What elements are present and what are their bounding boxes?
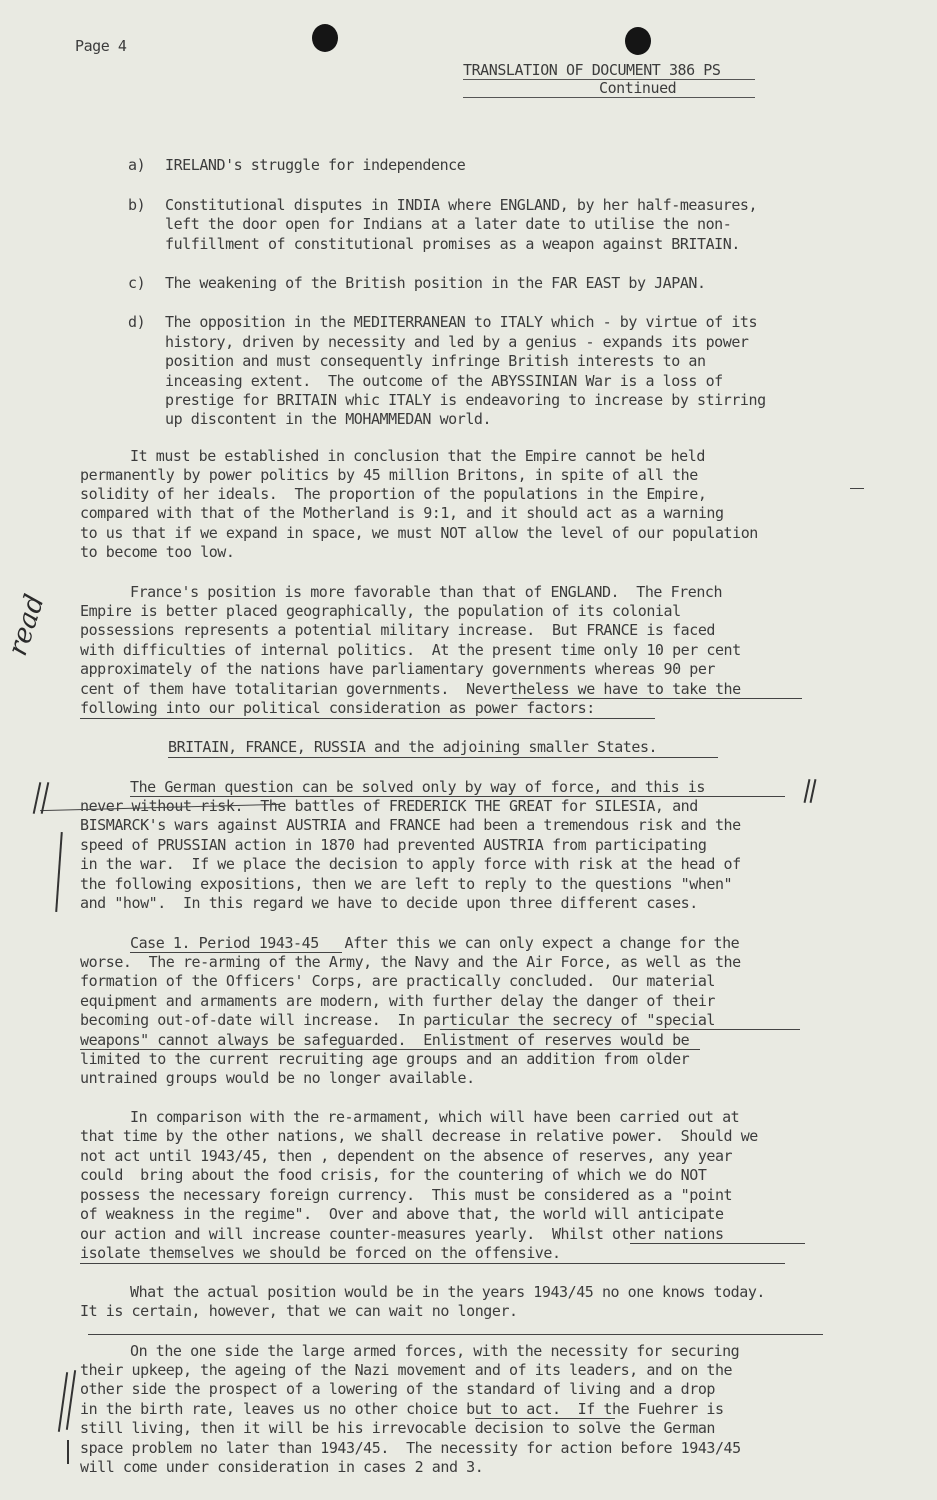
paragraph-line: compared with that of the Motherland is 9:1, and it should act as a warning — [80, 504, 724, 522]
list-letter: d) — [128, 313, 146, 331]
list-line: fulfillment of constitutional promises as a weapon against BRITAIN. — [165, 235, 740, 253]
paragraph-line: possess the necessary foreign currency. This must be considered as a "point — [80, 1186, 733, 1204]
paragraph-line: will come under consideration in cases 2 and 3. — [80, 1458, 484, 1476]
paragraph-line: with difficulties of internal politics. At the present time only 10 per cent — [80, 641, 741, 659]
list-line: IRELAND's struggle for independence — [165, 156, 466, 174]
list-line: The weakening of the British position in the FAR EAST by JAPAN. — [165, 274, 706, 292]
paragraph-line: following into our political consideration as power factors: — [80, 699, 595, 717]
paragraph-line: In comparison with the re-armament, which will have been carried out at — [130, 1108, 740, 1126]
paragraph-line: Empire is better placed geographically, the population of its colonial — [80, 602, 681, 620]
paragraph-line: not act until 1943/45, then , dependent on the absence of reserves, any year — [80, 1147, 733, 1165]
paragraph-line: On the one side the large armed forces, with the necessity for securing — [130, 1342, 740, 1360]
margin-bracket — [67, 1440, 69, 1464]
list-line: prestige for BRITAIN whic ITALY is endeavoring to increase by stirring — [165, 391, 766, 409]
pen-underline — [475, 1418, 615, 1419]
paragraph-line: to become too low. — [80, 543, 235, 561]
list-letter: b) — [128, 196, 146, 214]
handwritten-margin-note: read — [2, 590, 51, 660]
list-line: history, driven by necessity and led by a genius - expands its power — [165, 333, 749, 351]
pen-underline — [630, 1243, 805, 1244]
document-title: TRANSLATION OF DOCUMENT 386 PS — [463, 61, 721, 79]
pen-underline — [130, 796, 785, 797]
document-subtitle: Continued — [599, 79, 677, 97]
paragraph-line: It must be established in conclusion that the Empire cannot be held — [130, 447, 705, 465]
punch-hole-left — [312, 24, 338, 52]
margin-bracket — [55, 832, 62, 912]
pen-underline — [80, 718, 655, 719]
paragraph-line: to us that if we expand in space, we must NOT allow the level of our population — [80, 524, 758, 542]
paragraph-line: becoming out-of-date will increase. In particular the secrecy of "special — [80, 1011, 715, 1029]
paragraph-line: untrained groups would be no longer available. — [80, 1069, 475, 1087]
paragraph-line: Case 1. Period 1943-45 After this we can only expect a change for the — [130, 934, 740, 952]
paragraph-line: The German question can be solved only by way of force, and this is — [130, 778, 705, 796]
paragraph-line: in the war. If we place the decision to apply force with risk at the head of — [80, 855, 741, 873]
paragraph-line: that time by the other nations, we shall decrease in relative power. Should we — [80, 1127, 758, 1145]
subtitle-underline — [463, 97, 755, 98]
page-number: Page 4 — [75, 37, 127, 55]
paragraph-line: never without risk. The battles of FREDERICK THE GREAT for SILESIA, and — [80, 797, 698, 815]
paragraph-line: other side the prospect of a lowering of the standard of living and a drop — [80, 1380, 715, 1398]
paragraph-line: equipment and armaments are modern, with further delay the danger of their — [80, 992, 715, 1010]
paragraph-line: France's position is more favorable than that of ENGLAND. The French — [130, 583, 723, 601]
paragraph-line: still living, then it will be his irrevocable decision to solve the German — [80, 1419, 715, 1437]
paragraph-line: approximately of the nations have parliamentary governments whereas 90 per — [80, 660, 715, 678]
power-factors-line: BRITAIN, FRANCE, RUSSIA and the adjoining smaller States. — [168, 738, 658, 756]
paragraph-line: their upkeep, the ageing of the Nazi movement and of its leaders, and on the — [80, 1361, 733, 1379]
paragraph-line: our action and will increase counter-measures yearly. Whilst other nations — [80, 1225, 724, 1243]
pen-underline — [512, 698, 802, 699]
list-letter: c) — [128, 274, 146, 292]
paragraph-line: solidity of her ideals. The proportion of the populations in the Empire, — [80, 485, 707, 503]
list-line: The opposition in the MEDITERRANEAN to ITALY which - by virtue of its — [165, 313, 758, 331]
paragraph-line: of weakness in the regime". Over and above that, the world will anticipate — [80, 1205, 724, 1223]
pen-underline — [88, 1334, 823, 1335]
margin-mark-right — [810, 779, 817, 803]
pen-underline — [80, 1263, 785, 1264]
paragraph-line: limited to the current recruiting age groups and an addition from older — [80, 1050, 690, 1068]
paragraph-line: permanently by power politics by 45 million Britons, in spite of all the — [80, 466, 698, 484]
list-line: inceasing extent. The outcome of the ABYSSINIAN War is a loss of — [165, 372, 723, 390]
paragraph-line: weapons" cannot always be safeguarded. Enlistment of reserves would be — [80, 1031, 690, 1049]
list-line: left the door open for Indians at a later date to utilise the non- — [165, 215, 732, 233]
pen-underline — [440, 1029, 800, 1030]
case-label-underline — [130, 952, 342, 953]
margin-mark-left — [33, 782, 42, 814]
list-line: Constitutional disputes in INDIA where ENGLAND, by her half-measures, — [165, 196, 758, 214]
list-line: up discontent in the MOHAMMEDAN world. — [165, 410, 492, 428]
punch-hole-right — [625, 27, 651, 55]
paragraph-line: in the birth rate, leaves us no other choice but to act. If the Fuehrer is — [80, 1400, 724, 1418]
paragraph-line: and "how". In this regard we have to decide upon three different cases. — [80, 894, 698, 912]
list-line: position and must consequently infringe British interests to an — [165, 352, 706, 370]
pen-underline — [168, 757, 718, 758]
margin-dash — [850, 488, 864, 489]
paragraph-line: isolate themselves we should be forced on the offensive. — [80, 1244, 561, 1262]
paragraph-line: formation of the Officers' Corps, are practically concluded. Our material — [80, 972, 715, 990]
paragraph-line: possessions represents a potential military increase. But FRANCE is faced — [80, 621, 715, 639]
paragraph-line: BISMARCK's wars against AUSTRIA and FRANCE had been a tremendous risk and the — [80, 816, 741, 834]
paragraph-line: cent of them have totalitarian governments. Nevertheless we have to take the — [80, 680, 741, 698]
list-letter: a) — [128, 156, 146, 174]
margin-mark-bottom — [66, 1370, 76, 1430]
paragraph-line: What the actual position would be in the years 1943/45 no one knows today. — [130, 1283, 765, 1301]
paragraph-line: worse. The re-arming of the Army, the Navy and the Air Force, as well as the — [80, 953, 741, 971]
paragraph-line: space problem no later than 1943/45. The necessity for action before 1943/45 — [80, 1439, 741, 1457]
paragraph-line: speed of PRUSSIAN action in 1870 had prevented AUSTRIA from participating — [80, 836, 707, 854]
paragraph-line: could bring about the food crisis, for the countering of which we do NOT — [80, 1166, 707, 1184]
paragraph-line: the following expositions, then we are left to reply to the questions "when" — [80, 875, 733, 893]
pen-underline — [80, 1049, 700, 1050]
paragraph-line: It is certain, however, that we can wait no longer. — [80, 1302, 518, 1320]
